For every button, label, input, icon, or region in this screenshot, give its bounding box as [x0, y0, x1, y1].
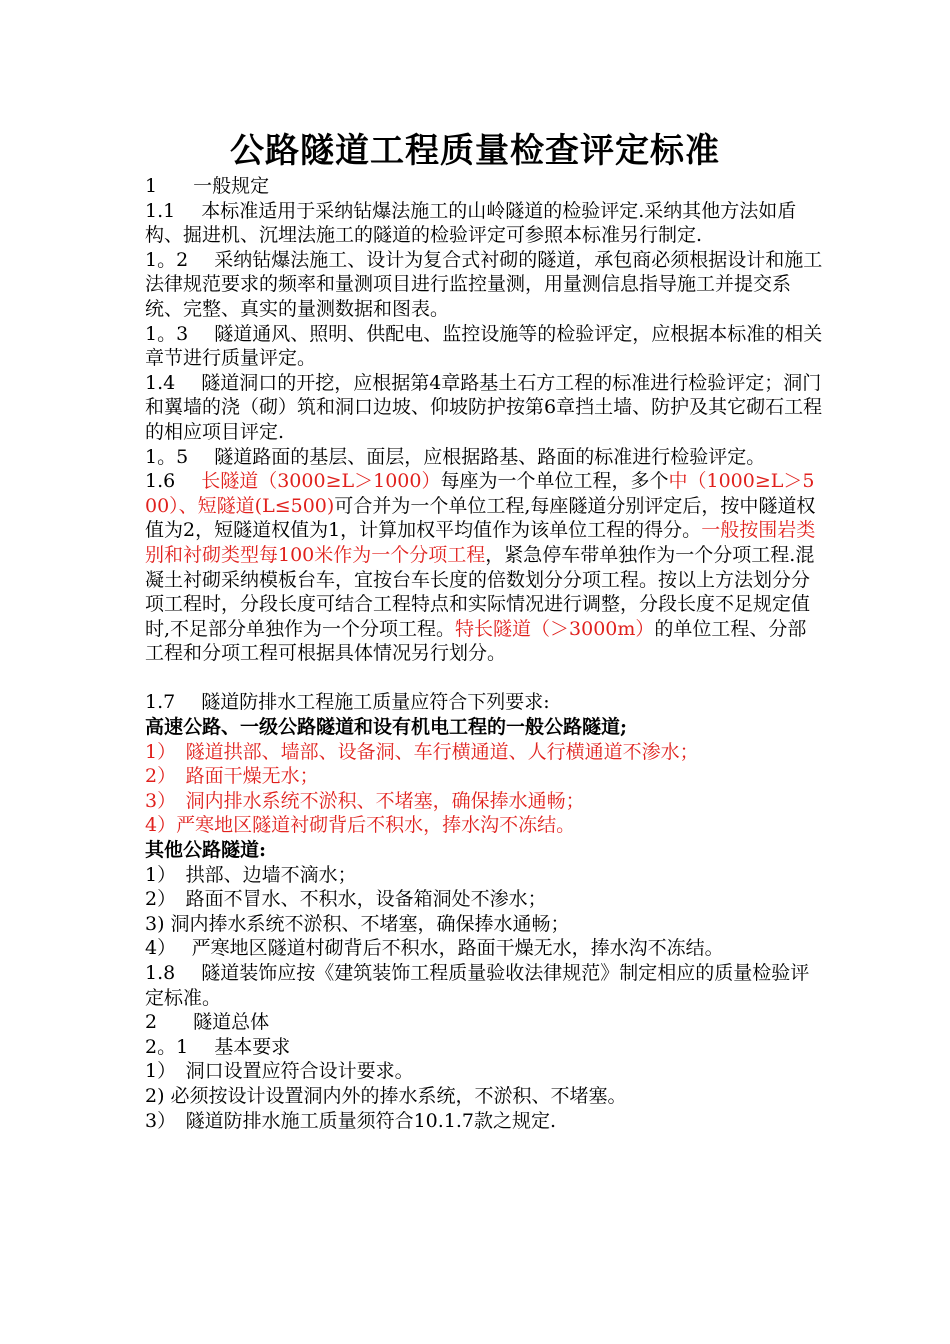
clause-text: 基本要求	[214, 1035, 291, 1058]
clause-number: 2。1	[145, 1035, 189, 1058]
clause-text: 采纳钻爆法施工、设计为复合式衬砌的隧道，承包商必须根据设计和施工法律规范要求的频率和量测项目进行监控量测，用量测信息指导施工并提交系统、完整、真实的量测数据和图表。	[145, 248, 823, 320]
clause-text: 隧道装饰应按《建筑装饰工程质量验收法律规范》制定相应的质量检验评定标准。	[145, 962, 810, 1009]
clause-number: 1.8	[145, 962, 176, 984]
clause-text: 可合并为一个单位工程,每座隧道分别评定后，按中隧道权值为2，短隧道权值为1，计算加权平均值作为该单位工程的得分。	[145, 494, 816, 542]
clause-number: 1。3	[145, 322, 189, 345]
section-title: 隧道总体	[193, 1011, 270, 1034]
list-item: 3) 洞内捧水系统不淤积、不堵塞，确保捧水通畅；	[145, 912, 570, 935]
list-item: 2) 必须按设计设置洞内外的捧水系统，不淤积、不堵塞。	[145, 1084, 627, 1107]
list-item: 4） 严寒地区隧道村砌背后不积水，路面干燥无水，捧水沟不冻结。	[145, 937, 724, 960]
paragraph-1-6	[145, 469, 825, 666]
clause-text: 隧道防排水工程施工质量应符合下列要求:	[201, 691, 550, 714]
blank-line	[145, 666, 825, 691]
clause-text: 隧道路面的基层、面层，应根据路基、路面的标准进行检验评定。	[214, 445, 766, 468]
paragraph-1-7	[145, 690, 825, 715]
list-item: 1） 洞口设置应符合设计要求。	[145, 1060, 414, 1083]
page-title: 公路隧道工程质量检查评定标准	[230, 131, 720, 171]
list-item: 4）严寒地区隧道衬砌背后不积水，捧水沟不冻结。	[145, 814, 576, 837]
list-item: 1） 隧道拱部、墙部、设备洞、车行横通道、人行横通道不渗水；	[145, 740, 699, 763]
paragraph-1-4	[145, 371, 825, 445]
list-item: 2） 路面干燥无水；	[145, 765, 319, 788]
list-item: 1） 拱部、边墙不滴水；	[145, 863, 357, 886]
clause-text: 隧道通风、照明、供配电、监控设施等的检验评定，应根据本标准的相关章节进行质量评定。	[145, 322, 823, 370]
clause-number: 1.7	[145, 691, 176, 714]
clause-text: ，紧急停车带单独作为一个分项工程.混凝土衬砌采纳模板台车，宜按台车长度的倍数划分分项工程。按以上方法划分分项工程时，分段长度可结合工程特点和实际情况进行调整，分段长度不足规定值时,不足部分单独作为一个分项工程。	[145, 543, 815, 640]
section-number: 2	[145, 1011, 158, 1034]
highway-tunnel-heading: 高速公路、一级公路隧道和设有机电工程的一般公路隧道;	[145, 716, 628, 739]
clause-text: 本标准适用于采纳钻爆法施工的山岭隧道的检验评定.采纳其他方法如盾构、掘进机、沉埋法施工的隧道的检验评定可参照本标准另行制定.	[145, 199, 797, 247]
clause-number: 1。2	[145, 248, 189, 271]
paragraph-2-1	[145, 1035, 825, 1060]
clause-number: 1。5	[145, 445, 189, 468]
paragraph-1-1	[145, 199, 825, 248]
paragraph-1-2	[145, 248, 825, 322]
section-1-heading	[145, 174, 825, 199]
other-tunnel-heading: 其他公路隧道:	[145, 839, 267, 862]
section-2-heading	[145, 1010, 825, 1035]
highlight-extra-long-tunnel: 特长隧道（＞3000m）	[455, 617, 655, 640]
section-title: 一般规定	[193, 175, 270, 197]
highlight-sub-project-rule: 一般按围岩类别和衬砌类型每100米作为一个分项工程	[145, 519, 816, 566]
list-item: 3） 洞内排水系统不淤积、不堵塞，确保捧水通畅；	[145, 789, 585, 812]
list-item: 2） 路面不冒水、不积水，设备箱洞处不渗水；	[145, 888, 547, 911]
clause-number: 1.1	[145, 199, 176, 222]
clause-text: 隧道洞口的开挖，应根据第4章路基土石方工程的标准进行检验评定；洞门和翼墙的浇（砌）筑和洞口边坡、仰坡防护按第6章挡土墙、防护及其它砌石工程的相应项目评定.	[145, 371, 823, 443]
list-item: 3） 隧道防排水施工质量须符合10.1.7款之规定.	[145, 1109, 557, 1132]
clause-number: 1.6	[145, 470, 176, 493]
paragraph-1-8	[145, 961, 825, 1010]
clause-number: 1.4	[145, 371, 176, 394]
paragraph-1-3	[145, 322, 825, 371]
section-number: 1	[145, 175, 158, 197]
highlight-medium-short-tunnel: 中（1000≥L＞500）、短隧道(L≤500)	[145, 470, 815, 517]
clause-text: 的单位工程、分部工程和分项工程可根据具体情况另行划分。	[145, 617, 807, 665]
paragraph-1-5	[145, 445, 825, 470]
document-body	[145, 174, 825, 1133]
clause-text: 每座为一个单位工程，多个	[440, 470, 669, 493]
highlight-long-tunnel: 长隧道（3000≥L＞1000）	[201, 470, 441, 493]
